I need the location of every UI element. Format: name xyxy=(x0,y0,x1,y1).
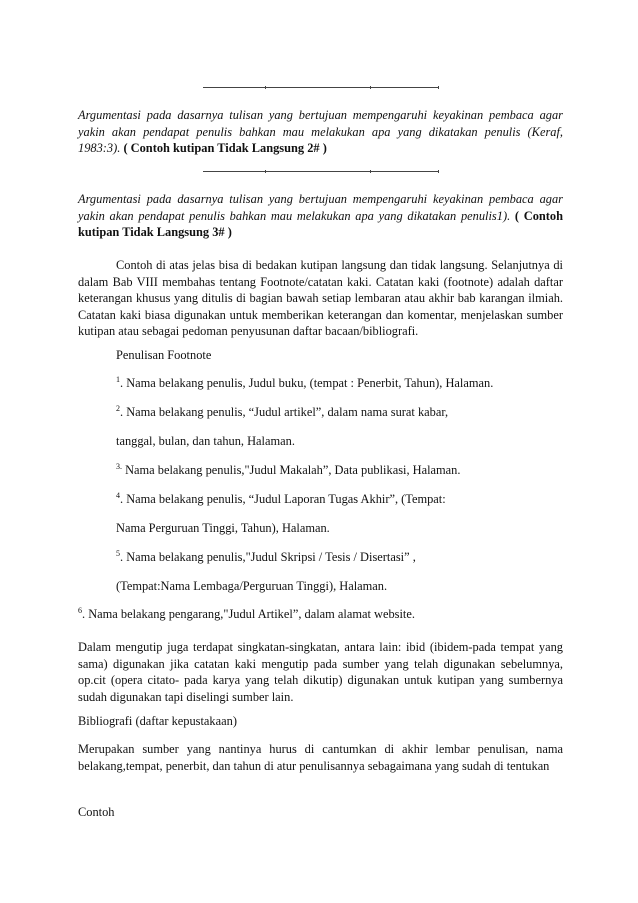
footnote-item: $^6$. Nama belakang pengarang,"Judul Artikel”, dalam alamat website. xyxy=(78,606,415,621)
quote-block-indirect-3 xyxy=(78,191,563,241)
footnote-item: $^2$. Nama belakang penulis, “Judul artikel”, dalam nama surat kabar, xyxy=(116,404,449,419)
example-heading: Contoh xyxy=(78,805,115,819)
quote-text: Argumentasi pada dasarnya tulisan yang bertujuan mempengaruhi keyakinan pembaca agar yakin akan pendapat penulis bahkan mau melakukan apa yang dikatakan penulis1). xyxy=(78,192,563,223)
footnote-item-continuation: (Tempat:Nama Lembaga/Perguruan Tinggi), Halaman. xyxy=(116,579,388,593)
separator-line xyxy=(203,87,439,88)
footnote-number: 6 xyxy=(78,606,82,615)
abbreviation-paragraph: Dalam mengutip juga terdapat singkatan-singkatan, antara lain: ibid (ibidem-pada tempat yang sama) digunakan jika catatan kaki mengutip pada sumber yang telah digunakan sebelumnya, op.cit (opera citato- pada karya yang telah dikutip) digunakan untuk kutipan yang sumbernya sudah digunakan tapi diselingi sumber lain. xyxy=(78,640,563,704)
footnote-item: $^5$. Nama belakang penulis,"Judul Skripsi / Tesis / Disertasi” , xyxy=(116,549,416,564)
quote-block-indirect-2 xyxy=(78,107,563,157)
separator-line xyxy=(203,171,439,172)
footnote-item: $^{3.}$ Nama belakang penulis,"Judul Makalah”, Data publikasi, Halaman. xyxy=(116,462,461,477)
bibliography-paragraph: Merupakan sumber yang nantinya hurus di cantumkan di akhir lembar penulisan, nama belakang,tempat, penerbit, dan tahun di atur penulisannya sebagaimana yang sudah di tentukan xyxy=(78,742,563,773)
footnote-number: 3. xyxy=(116,462,122,471)
footnote-number: 2 xyxy=(116,404,120,413)
footnote-number: 4 xyxy=(116,491,120,500)
bibliography-heading: Bibliografi (daftar kepustakaan) xyxy=(78,714,237,728)
footnote-number: 1 xyxy=(116,375,120,384)
footnote-item-continuation: Nama Perguruan Tinggi, Tahun), Halaman. xyxy=(116,521,330,535)
footnote-number: 5 xyxy=(116,549,120,558)
body-paragraph: Contoh di atas jelas bisa di bedakan kutipan langsung dan tidak langsung. Selanjutnya di dalam Bab VIII membahas tentang Footnote/catatan kaki. Catatan kaki (footnote) adalah daftar keterangan khusus yang ditulis di bagian bawah setiap lembaran atau akhir bab karangan ilmiah. Catatan kaki biasa digunakan untuk memberikan keterangan dan komentar, menjelaskan sumber kutipan atau sebagai pedoman penyusunan daftar bacaan/bibliografi. xyxy=(78,258,563,338)
footnote-item: $^4$. Nama belakang penulis, “Judul Laporan Tugas Akhir”, (Tempat: xyxy=(116,491,446,506)
footnote-item: $^1$. Nama belakang penulis, Judul buku, (tempat : Penerbit, Tahun), Halaman. xyxy=(116,375,494,390)
quote-label: ( Contoh kutipan Tidak Langsung 3# ) xyxy=(78,208,563,239)
footnote-heading: Penulisan Footnote xyxy=(116,348,212,362)
quote-text: Argumentasi pada dasarnya tulisan yang bertujuan mempengaruhi keyakinan pembaca agar yakin akan pendapat penulis bahkan mau melakukan apa yang dikatakan penulis (Keraf, 1983:3). xyxy=(78,108,563,155)
quote-label: ( Contoh kutipan Tidak Langsung 2# ) xyxy=(123,141,327,155)
footnote-item-continuation: tanggal, bulan, dan tahun, Halaman. xyxy=(116,434,295,448)
